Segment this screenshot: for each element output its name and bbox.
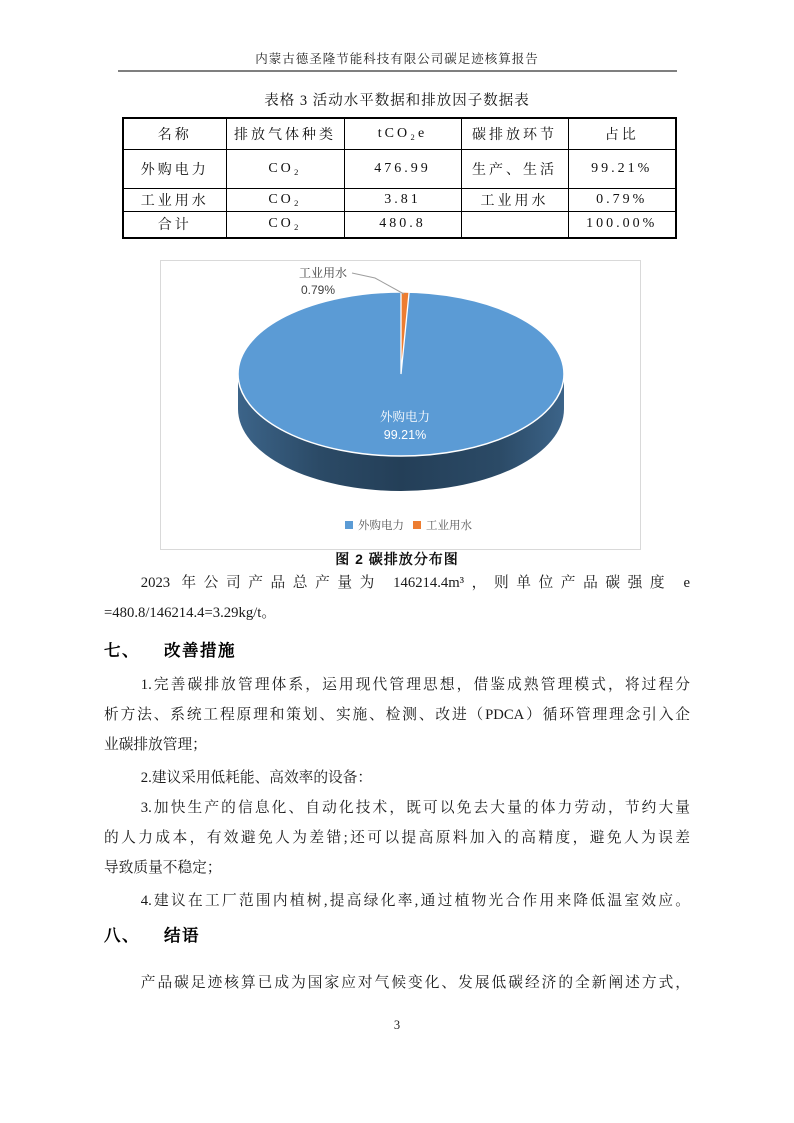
column-header-name: 名称 bbox=[123, 118, 226, 149]
intro-paragraph bbox=[104, 568, 690, 628]
table-cell: 工业用水 bbox=[123, 188, 226, 211]
text-line: 的人力成本，有效避免人为差错;还可以提高原料加入的高精度，避免人为误差 bbox=[104, 830, 690, 846]
text-line: 析方法、系统工程原理和策划、实施、检测、改进（PDCA）循环管理理念引入企 bbox=[104, 707, 690, 723]
text-line: 1.完善碳排放管理体系，运用现代管理思想，借鉴成熟管理模式，将过程分 bbox=[140, 677, 690, 693]
paragraph bbox=[104, 763, 690, 793]
slice-label-electricity: 外购电力 bbox=[379, 410, 431, 424]
table-cell: CO₂ bbox=[226, 188, 344, 211]
paragraph bbox=[104, 670, 690, 760]
section-title: 结语 bbox=[164, 926, 200, 945]
legend-swatch-electricity bbox=[345, 521, 353, 529]
column-header-tco2e: tCO₂e bbox=[344, 118, 461, 149]
table-row bbox=[123, 149, 676, 188]
section-number: 八、 bbox=[104, 926, 140, 945]
table-cell: 0.79% bbox=[568, 188, 676, 211]
report-header-title: 内蒙古德圣隆节能科技有限公司碳足迹核算报告 bbox=[255, 52, 539, 66]
section-title: 改善措施 bbox=[164, 641, 236, 660]
table-cell: 480.8 bbox=[344, 211, 461, 238]
table-header-row bbox=[123, 118, 676, 149]
activity-data-table bbox=[122, 117, 677, 239]
text-line: 产品碳足迹核算已成为国家应对气候变化、发展低碳经济的全新阐述方式， bbox=[140, 975, 690, 991]
text-line: =480.8/146214.4=3.29kg/t。 bbox=[104, 605, 277, 621]
figure-caption: 图 2 碳排放分布图 bbox=[335, 551, 459, 567]
text-line: 导致质量不稳定； bbox=[104, 860, 222, 876]
table-cell: CO₂ bbox=[226, 149, 344, 188]
text-line: 2023 年公司产品总产量为 146214.4m³，则单位产品碳强度 e bbox=[140, 575, 690, 591]
legend-label-water: 工业用水 bbox=[426, 520, 472, 532]
section-number: 七、 bbox=[104, 641, 140, 660]
column-header-stage: 碳排放环节 bbox=[461, 118, 568, 149]
table-caption: 表格 3 活动水平数据和排放因子数据表 bbox=[264, 93, 530, 109]
table-row bbox=[123, 211, 676, 238]
text-line: 4.建议在工厂范围内植树,提高绿化率,通过植物光合作用来降低温室效应。 bbox=[140, 893, 690, 909]
paragraph bbox=[104, 968, 690, 998]
section-heading-7 bbox=[104, 636, 690, 666]
table-cell: 工业用水 bbox=[461, 188, 568, 211]
header-rule bbox=[118, 70, 677, 72]
table-cell: 外购电力 bbox=[123, 149, 226, 188]
legend-swatch-water bbox=[413, 521, 421, 529]
table-cell bbox=[461, 211, 568, 238]
table-row bbox=[123, 188, 676, 211]
table-cell: 99.21% bbox=[568, 149, 676, 188]
table-cell: 合计 bbox=[123, 211, 226, 238]
table-cell: 100.00% bbox=[568, 211, 676, 238]
slice-value-electricity: 99.21% bbox=[383, 428, 427, 442]
table-cell: 3.81 bbox=[344, 188, 461, 211]
table-cell: CO₂ bbox=[226, 211, 344, 238]
chart-legend bbox=[345, 518, 472, 532]
text-line: 业碳排放管理； bbox=[104, 737, 207, 753]
legend-label-electricity: 外购电力 bbox=[358, 520, 404, 532]
column-header-gas-type: 排放气体种类 bbox=[226, 118, 344, 149]
paragraph bbox=[104, 886, 690, 916]
section-heading-8 bbox=[104, 921, 690, 951]
callout-leader-line bbox=[352, 273, 404, 294]
column-header-share: 占比 bbox=[568, 118, 676, 149]
emissions-pie-chart bbox=[160, 260, 641, 550]
text-line: 2.建议采用低耗能、高效率的设备： bbox=[140, 770, 373, 786]
callout-value-water: 0.79% bbox=[300, 283, 336, 297]
callout-label-water: 工业用水 bbox=[298, 266, 348, 280]
paragraph bbox=[104, 793, 690, 883]
table-cell: 476.99 bbox=[344, 149, 461, 188]
text-line: 3.加快生产的信息化、自动化技术，既可以免去大量的体力劳动，节约大量 bbox=[140, 800, 690, 816]
pie-chart-svg bbox=[161, 261, 640, 549]
table-cell: 生产、生活 bbox=[461, 149, 568, 188]
page-number: 3 bbox=[393, 1018, 401, 1032]
document-body bbox=[104, 568, 690, 998]
